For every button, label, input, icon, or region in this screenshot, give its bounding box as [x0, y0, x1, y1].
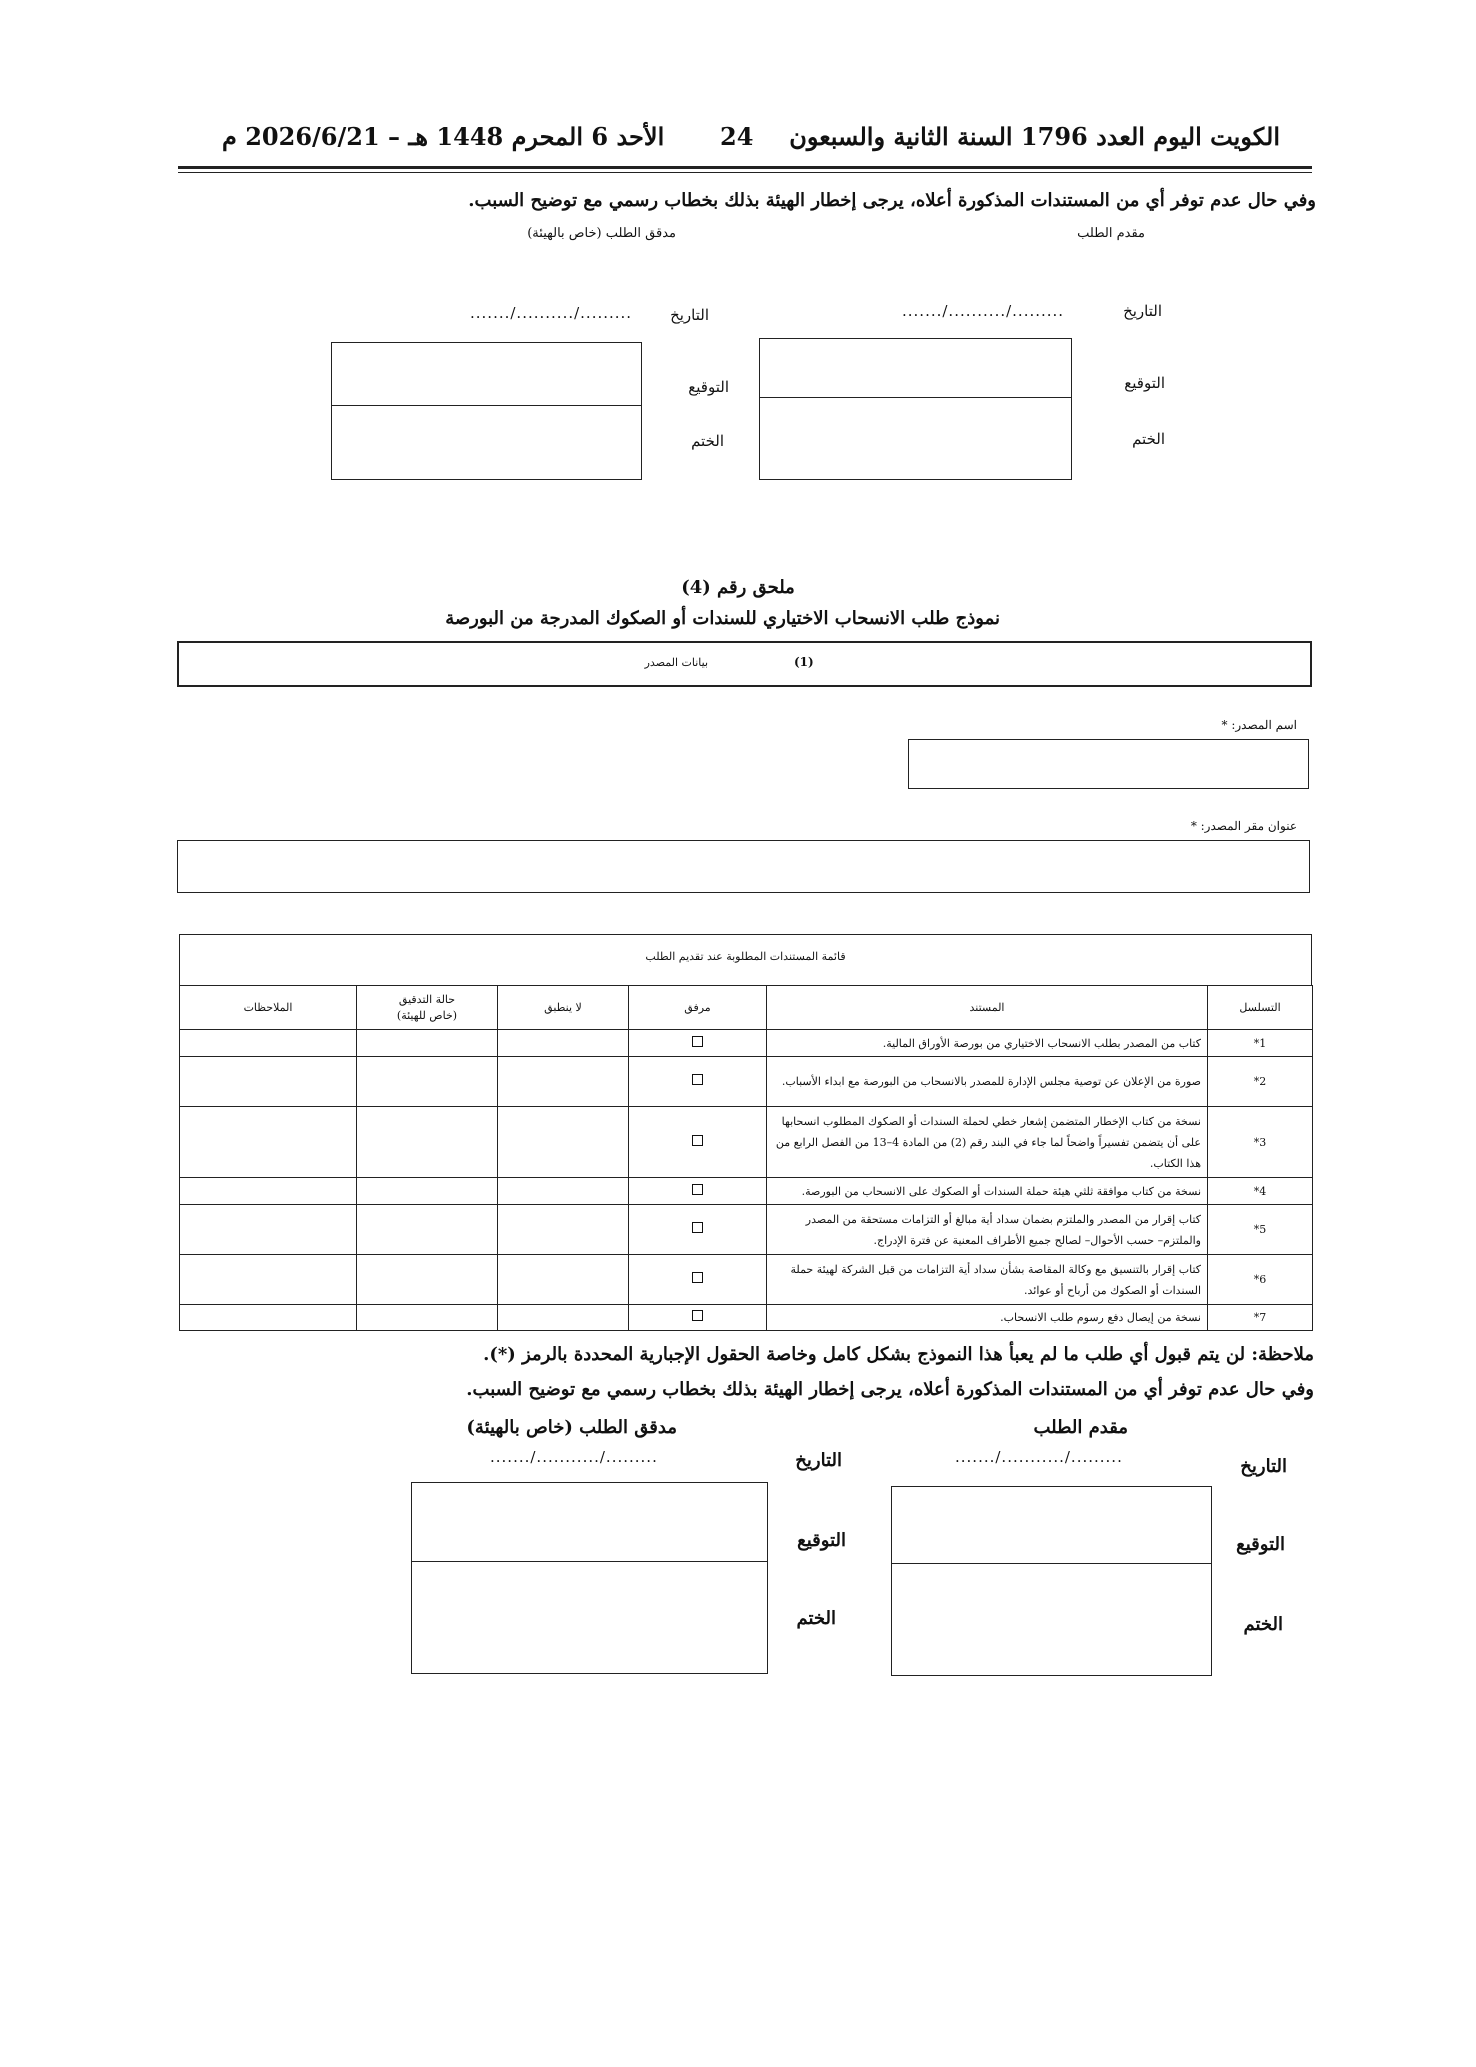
top-applicant-sign-box[interactable]: [759, 338, 1072, 480]
row-serial: 2*: [1208, 1057, 1313, 1107]
table-row: [180, 1255, 1313, 1305]
row-document: صورة من الإعلان عن توصية مجلس الإدارة للمصدر بالانسحاب من البورصة مع ابداء الأسباب.: [767, 1057, 1208, 1107]
section-number: (1): [794, 655, 814, 669]
row-notes-cell[interactable]: [180, 1178, 357, 1205]
top-reviewer-date-label: التاريخ: [670, 306, 709, 324]
row-not-applicable-cell[interactable]: [498, 1057, 629, 1107]
row-document: كتاب من المصدر بطلب الانسحاب الاختياري من بورصة الأوراق المالية.: [767, 1030, 1208, 1057]
top-applicant-title: مقدم الطلب: [1077, 226, 1145, 241]
row-document: نسخة من إيصال دفع رسوم طلب الانسحاب.: [767, 1305, 1208, 1331]
row-audit-status-cell[interactable]: [357, 1205, 498, 1255]
row-serial: 1*: [1208, 1030, 1313, 1057]
row-serial: 7*: [1208, 1305, 1313, 1331]
bottom-note: ملاحظة: لن يتم قبول أي طلب ما لم يعبأ هذا النموذج بشكل كامل وخاصة الحقول الإجبارية المحددة بالرمز (*).: [483, 1344, 1314, 1365]
top-reviewer-stamp-label: الختم: [691, 432, 724, 450]
header-publication: الكويت اليوم العدد 1796 السنة الثانية والسبعون: [789, 122, 1280, 151]
row-attached-cell: [629, 1178, 767, 1205]
col-not-applicable-header: لا ينطبق: [498, 986, 629, 1030]
table-row: [180, 1178, 1313, 1205]
col-audit-status-header: [357, 986, 498, 1030]
row-attached-cell: [629, 1057, 767, 1107]
row-audit-status-cell[interactable]: [357, 1305, 498, 1331]
row-audit-status-cell[interactable]: [357, 1178, 498, 1205]
bottom-applicant-date-label: التاريخ: [1240, 1456, 1287, 1477]
issuer-name-input[interactable]: [908, 739, 1309, 789]
row-notes-cell[interactable]: [180, 1255, 357, 1305]
table-row: [180, 1057, 1313, 1107]
row-serial: 3*: [1208, 1107, 1313, 1178]
bottom-applicant-signature-label: التوقيع: [1236, 1534, 1285, 1555]
table-row: [180, 1205, 1313, 1255]
bottom-applicant-stamp-label: الختم: [1243, 1614, 1283, 1635]
annex-title: ملحق رقم (4): [681, 577, 795, 598]
row-serial: 4*: [1208, 1178, 1313, 1205]
attached-checkbox[interactable]: [692, 1074, 703, 1085]
bottom-reviewer-sign-box[interactable]: [411, 1482, 768, 1674]
bottom-reviewer-stamp-label: الختم: [796, 1608, 836, 1629]
bottom-reviewer-date-label: التاريخ: [795, 1450, 842, 1471]
attached-checkbox[interactable]: [692, 1310, 703, 1321]
row-attached-cell: [629, 1107, 767, 1178]
row-document: نسخة من كتاب الإخطار المتضمن إشعار خطي لحملة السندات أو الصكوك المطلوب انسحابها على أن يتضمن تفسيراً واضحاً لما جاء في البند رقم (2) من المادة 4–13 من الفصل الرابع من هذا الكتاب.: [767, 1107, 1208, 1178]
row-serial: 5*: [1208, 1205, 1313, 1255]
row-audit-status-cell[interactable]: [357, 1057, 498, 1107]
top-reviewer-title: مدقق الطلب (خاص بالهيئة): [527, 226, 676, 241]
top-reviewer-box-divider: [331, 405, 642, 406]
header-rule-thin: [178, 172, 1312, 173]
row-serial: 6*: [1208, 1255, 1313, 1305]
row-audit-status-cell[interactable]: [357, 1107, 498, 1178]
bottom-applicant-title: مقدم الطلب: [1033, 1417, 1128, 1438]
header-rule: [178, 166, 1312, 169]
annex-subtitle: نموذج طلب الانسحاب الاختياري للسندات أو الصكوك المدرجة من البورصة: [445, 608, 1000, 629]
bottom-reviewer-box-divider: [411, 1561, 768, 1562]
audit-status-label: حالة التدقيق: [398, 992, 456, 1006]
col-attached-header: مرفق: [629, 986, 767, 1030]
col-serial-header: التسلسل: [1208, 986, 1313, 1030]
issuer-address-label: عنوان مقر المصدر: *: [1190, 819, 1297, 833]
top-applicant-date-label: التاريخ: [1123, 302, 1162, 320]
doc-table-header-row: [180, 986, 1313, 1030]
bottom-reviewer-title: مدقق الطلب (خاص بالهيئة): [466, 1417, 677, 1438]
table-row: [180, 1107, 1313, 1178]
attached-checkbox[interactable]: [692, 1135, 703, 1146]
bottom-notice: وفي حال عدم توفر أي من المستندات المذكورة أعلاه، يرجى إخطار الهيئة بذلك بخطاب رسمي مع توضيح السبب.: [466, 1379, 1314, 1400]
table-row: [180, 1030, 1313, 1057]
row-notes-cell[interactable]: [180, 1305, 357, 1331]
row-attached-cell: [629, 1255, 767, 1305]
top-notice: وفي حال عدم توفر أي من المستندات المذكورة أعلاه، يرجى إخطار الهيئة بذلك بخطاب رسمي مع توضيح السبب.: [468, 190, 1316, 211]
col-document-header: المستند: [767, 986, 1208, 1030]
top-applicant-box-divider: [759, 397, 1072, 398]
row-attached-cell: [629, 1305, 767, 1331]
row-not-applicable-cell[interactable]: [498, 1107, 629, 1178]
row-document: نسخة من كتاب موافقة ثلثي هيئة حملة السندات أو الصكوك على الانسحاب من البورصة.: [767, 1178, 1208, 1205]
row-notes-cell[interactable]: [180, 1057, 357, 1107]
header-page-number: 24: [720, 122, 754, 151]
row-audit-status-cell[interactable]: [357, 1255, 498, 1305]
documents-table: [179, 985, 1313, 1331]
attached-checkbox[interactable]: [692, 1222, 703, 1233]
col-notes-header: الملاحظات: [180, 986, 357, 1030]
row-attached-cell: [629, 1205, 767, 1255]
audit-status-note: (خاص للهيئة): [396, 1008, 458, 1022]
bottom-applicant-box-divider: [891, 1563, 1212, 1564]
row-not-applicable-cell[interactable]: [498, 1255, 629, 1305]
top-applicant-stamp-label: الختم: [1132, 430, 1165, 448]
row-document: كتاب إقرار من المصدر والملتزم بضمان سداد أية مبالغ أو التزامات مستحقة من المصدر والملتزم– حسب الأحوال– لصالح جميع الأطراف المعنية عن فترة الإدراج.: [767, 1205, 1208, 1255]
row-notes-cell[interactable]: [180, 1107, 357, 1178]
top-reviewer-date-field[interactable]: ......./........../.........: [470, 304, 633, 322]
bottom-reviewer-signature-label: التوقيع: [797, 1530, 846, 1551]
issuer-address-input[interactable]: [177, 840, 1310, 893]
row-not-applicable-cell[interactable]: [498, 1178, 629, 1205]
section-title: بيانات المصدر: [644, 656, 708, 669]
header-date: الأحد 6 المحرم 1448 هـ – 2026/6/21 م: [222, 122, 665, 151]
row-not-applicable-cell[interactable]: [498, 1030, 629, 1057]
top-reviewer-signature-label: التوقيع: [688, 378, 729, 396]
row-document: كتاب إقرار بالتنسيق مع وكالة المقاصة بشأن سداد أية التزامات من قبل الشركة لهيئة حملة السندات أو الصكوك من أرباح أو عوائد.: [767, 1255, 1208, 1305]
top-applicant-date-field[interactable]: ......./........../.........: [902, 302, 1065, 320]
row-not-applicable-cell[interactable]: [498, 1205, 629, 1255]
row-notes-cell[interactable]: [180, 1205, 357, 1255]
table-row: [180, 1305, 1313, 1331]
row-notes-cell[interactable]: [180, 1030, 357, 1057]
row-attached-cell: [629, 1030, 767, 1057]
section-header-box: [177, 641, 1312, 687]
bottom-reviewer-date-field[interactable]: ......./.........../.........: [490, 1448, 658, 1466]
issuer-name-label: اسم المصدر: *: [1221, 718, 1297, 732]
attached-checkbox[interactable]: [692, 1184, 703, 1195]
top-reviewer-sign-box[interactable]: [331, 342, 642, 480]
bottom-applicant-sign-box[interactable]: [891, 1486, 1212, 1676]
attached-checkbox[interactable]: [692, 1272, 703, 1283]
attached-checkbox[interactable]: [692, 1036, 703, 1047]
top-applicant-signature-label: التوقيع: [1124, 374, 1165, 392]
row-not-applicable-cell[interactable]: [498, 1305, 629, 1331]
bottom-applicant-date-field[interactable]: ......./.........../.........: [955, 1448, 1123, 1466]
doc-table-title: قائمة المستندات المطلوبة عند تقديم الطلب: [645, 950, 846, 963]
row-audit-status-cell[interactable]: [357, 1030, 498, 1057]
